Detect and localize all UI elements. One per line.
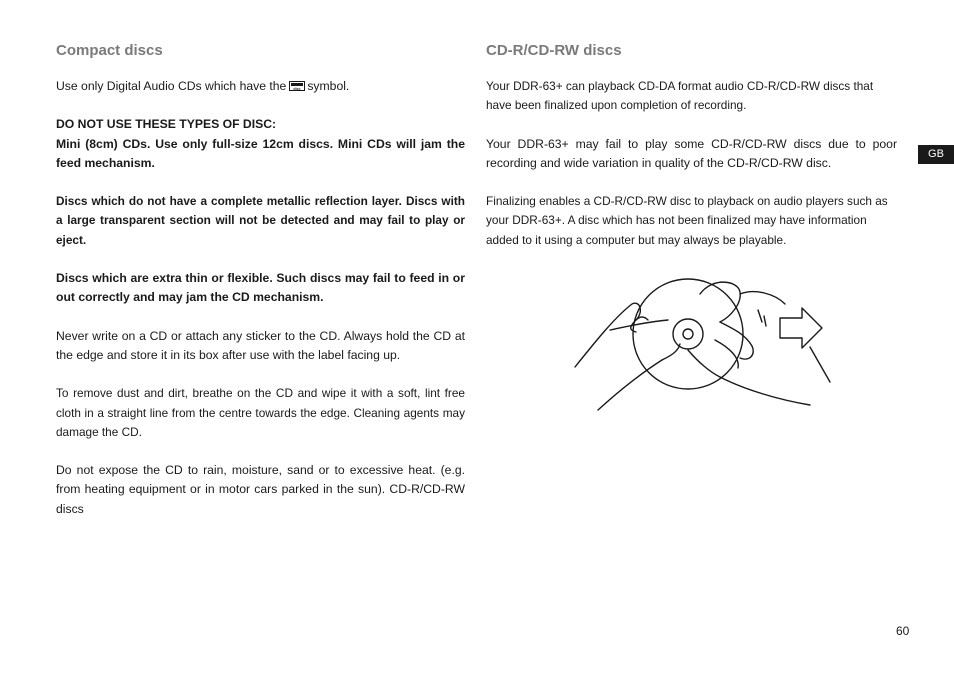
compact-discs-heading: Compact discs	[56, 42, 163, 59]
warning-mini-block	[56, 115, 465, 173]
page-number: 60	[896, 624, 910, 638]
warning-thin-discs: Discs which are extra thin or flexible. Such discs may fail to feed in or out correctly and may jam the CD mechanism.	[56, 271, 465, 305]
warning-title: DO NOT USE THESE TYPES OF DISC:	[56, 117, 277, 132]
cdr-cdrw-heading: CD-R/CD-RW discs	[486, 42, 622, 59]
warning-mini-cds: Mini (8cm) CDs. Use only full-size 12cm discs. Mini CDs will jam the feed mechanism.	[56, 136, 465, 170]
language-tab-gb: GB	[918, 145, 954, 164]
compact-disc-logo-icon	[289, 78, 305, 91]
finalize-paragraph: Finalizing enables a CD-R/CD-RW disc to playback on audio players such as your DDR-63+. A disc which has not been finalized may have information added to it using a computer but may always be playable.	[486, 194, 888, 247]
exposure-paragraph: Do not expose the CD to rain, moisture, sand or to excessive heat. (e.g. from heating equipment or in motor cars parked in the sun). CD-R/CD-RW discs	[56, 463, 465, 516]
fail-paragraph: Your DDR-63+ may fail to play some CD-R/CD-RW discs due to poor recording and wide variation in quality of the CD-R/CD-RW disc.	[486, 136, 897, 170]
warning-reflection-layer: Discs which do not have a complete metallic reflection layer. Discs with a large transparent section will not be detected and may fail to play or eject.	[56, 194, 465, 247]
intro-text-after: symbol.	[307, 79, 350, 93]
left-column	[56, 40, 465, 538]
cd-logo-text: disc	[293, 87, 301, 91]
intro-text-before: Use only Digital Audio CDs which have the	[56, 79, 287, 93]
cd-wiping-illustration-icon	[570, 272, 836, 420]
playback-paragraph: Your DDR-63+ can playback CD-DA format audio CD-R/CD-RW discs that have been finalized upon completion of recording.	[486, 79, 874, 113]
cleaning-paragraph: To remove dust and dirt, breathe on the CD and wipe it with a soft, lint free cloth in a straight line from the centre towards the edge. Cleaning agents may damage the CD.	[56, 386, 465, 439]
handling-paragraph: Never write on a CD or attach any sticker to the CD. Always hold the CD at the edge and store it in its box after use with the label facing up.	[56, 328, 465, 362]
right-column	[486, 40, 897, 269]
intro-paragraph	[56, 77, 465, 96]
